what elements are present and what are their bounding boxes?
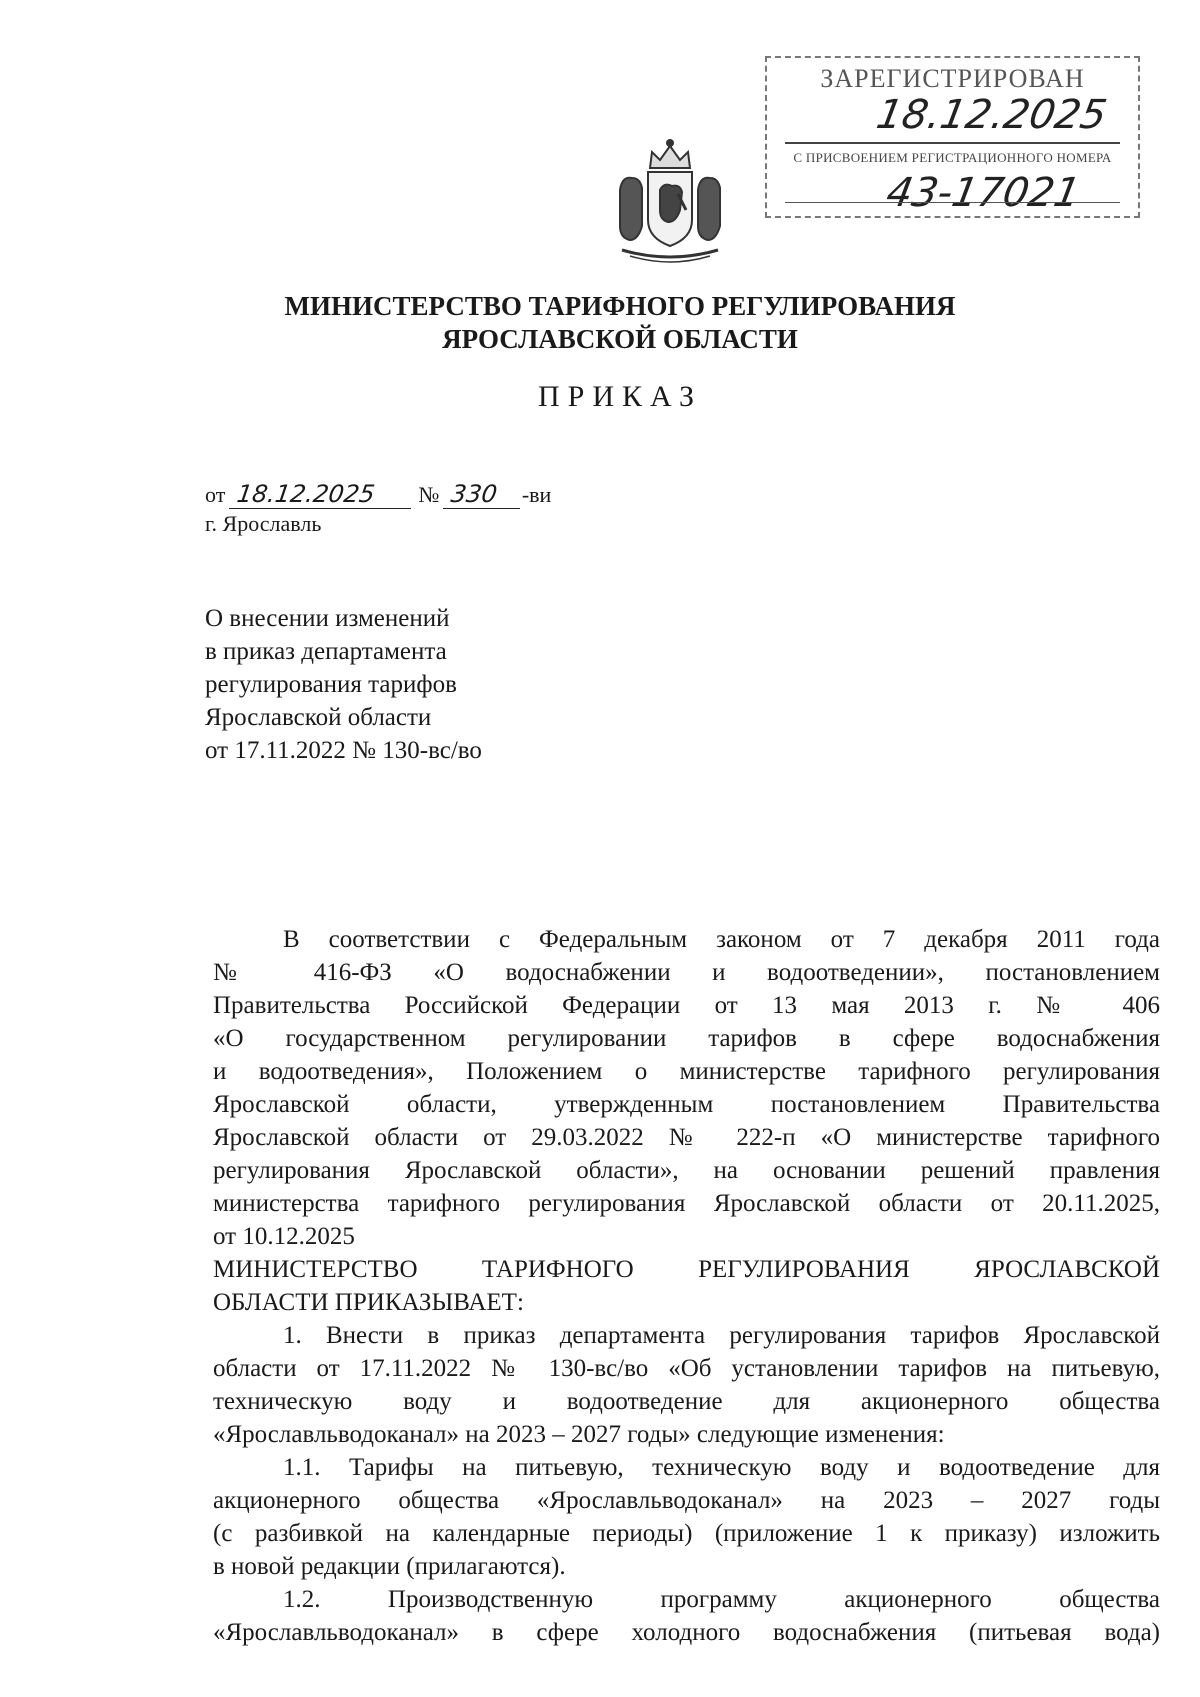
order-city: г. Ярославль — [205, 511, 322, 536]
body-line: министерства тарифного регулирования Ярославской области от 20.11.2025, — [213, 1190, 1160, 1217]
item-1-2-line: «Ярославльводоканал» в сфере холодного водоснабжения (питьевая вода) — [213, 1619, 1160, 1646]
item-1-line: 1. Внести в приказ департамента регулирования тарифов Ярославской — [283, 1322, 1160, 1349]
order-subject — [205, 602, 482, 767]
body-line: Ярославской области от 29.03.2022 № 222-п «О министерстве тарифного — [213, 1124, 1160, 1151]
registration-stamp — [765, 56, 1140, 218]
order-from-label: от — [205, 482, 226, 507]
item-1-line: области от 17.11.2022 № 130-вс/во «Об установлении тарифов на питьевую, — [213, 1355, 1160, 1382]
item-1-1-line: (с разбивкой на календарные периоды) (приложение 1 к приказу) изложить — [213, 1520, 1160, 1547]
order-number-label: № — [418, 482, 440, 507]
ministry-title — [200, 290, 1040, 356]
item-1-1-line: в новой редакции (прилагаются). — [213, 1553, 566, 1580]
order-number-suffix: -ви — [521, 482, 552, 507]
stamp-handwritten-date: 18.12.2025 — [872, 92, 1111, 138]
subject-line: регулирования тарифов — [205, 671, 457, 698]
stamp-divider — [785, 142, 1120, 144]
stamp-subtitle: С ПРИСВОЕНИЕМ РЕГИСТРАЦИОННОГО НОМЕРА — [793, 150, 1112, 165]
yaroslavl-coat-of-arms-icon — [600, 130, 740, 270]
body-line: Ярославской области, утвержденным постановлением Правительства — [213, 1091, 1160, 1118]
body-line: № 416-ФЗ «О водоснабжении и водоотведении», постановлением — [213, 959, 1160, 986]
item-1-line: «Ярославльводоканал» на 2023 – 2027 годы» следующие изменения: — [213, 1421, 945, 1448]
order-date: 18.12.2025 — [229, 480, 415, 509]
order-number: 330 — [443, 480, 524, 509]
ministry-title-line2: ЯРОСЛАВСКОЙ ОБЛАСТИ — [442, 324, 798, 354]
body-line: и водоотведения», Положением о министерстве тарифного регулирования — [213, 1058, 1160, 1085]
ministry-title-line1: МИНИСТЕРСТВО ТАРИФНОГО РЕГУЛИРОВАНИЯ — [284, 291, 956, 321]
subject-line: в приказ департамента — [205, 638, 447, 665]
item-1-line: техническую воду и водоотведение для акционерного общества — [213, 1388, 1160, 1415]
ministry-orders-line: ОБЛАСТИ ПРИКАЗЫВАЕТ: — [213, 1289, 524, 1316]
item-1-1-line: акционерного общества «Ярославльводоканал» на 2023 – 2027 годы — [213, 1487, 1160, 1514]
subject-line: О внесении изменений — [205, 605, 450, 632]
body-line: от 10.12.2025 — [213, 1223, 355, 1250]
ministry-orders-line: МИНИСТЕРСТВО ТАРИФНОГО РЕГУЛИРОВАНИЯ ЯРОСЛАВСКОЙ — [213, 1256, 1160, 1283]
order-date-number — [205, 480, 551, 509]
item-1-2-line: 1.2. Производственную программу акционерного общества — [283, 1586, 1160, 1613]
subject-line: от 17.11.2022 № 130-вс/во — [205, 737, 482, 764]
stamp-divider — [785, 202, 1120, 203]
document-type: ПРИКАЗ — [538, 380, 702, 413]
subject-line: Ярославской области — [205, 704, 432, 731]
order-body — [213, 923, 1160, 1649]
stamp-handwritten-number: 43-17021 — [882, 170, 1084, 216]
body-line: Правительства Российской Федерации от 13 мая 2013 г. № 406 — [213, 992, 1160, 1019]
stamp-title: ЗАРЕГИСТРИРОВАН — [820, 64, 1085, 93]
body-line: «О государственном регулировании тарифов в сфере водоснабжения — [213, 1025, 1160, 1052]
item-1-1-line: 1.1. Тарифы на питьевую, техническую воду и водоотведение для — [283, 1454, 1160, 1481]
body-line: В соответствии с Федеральным законом от 7 декабря 2011 года — [283, 926, 1160, 953]
body-line: регулирования Ярославской области», на основании решений правления — [213, 1157, 1160, 1184]
